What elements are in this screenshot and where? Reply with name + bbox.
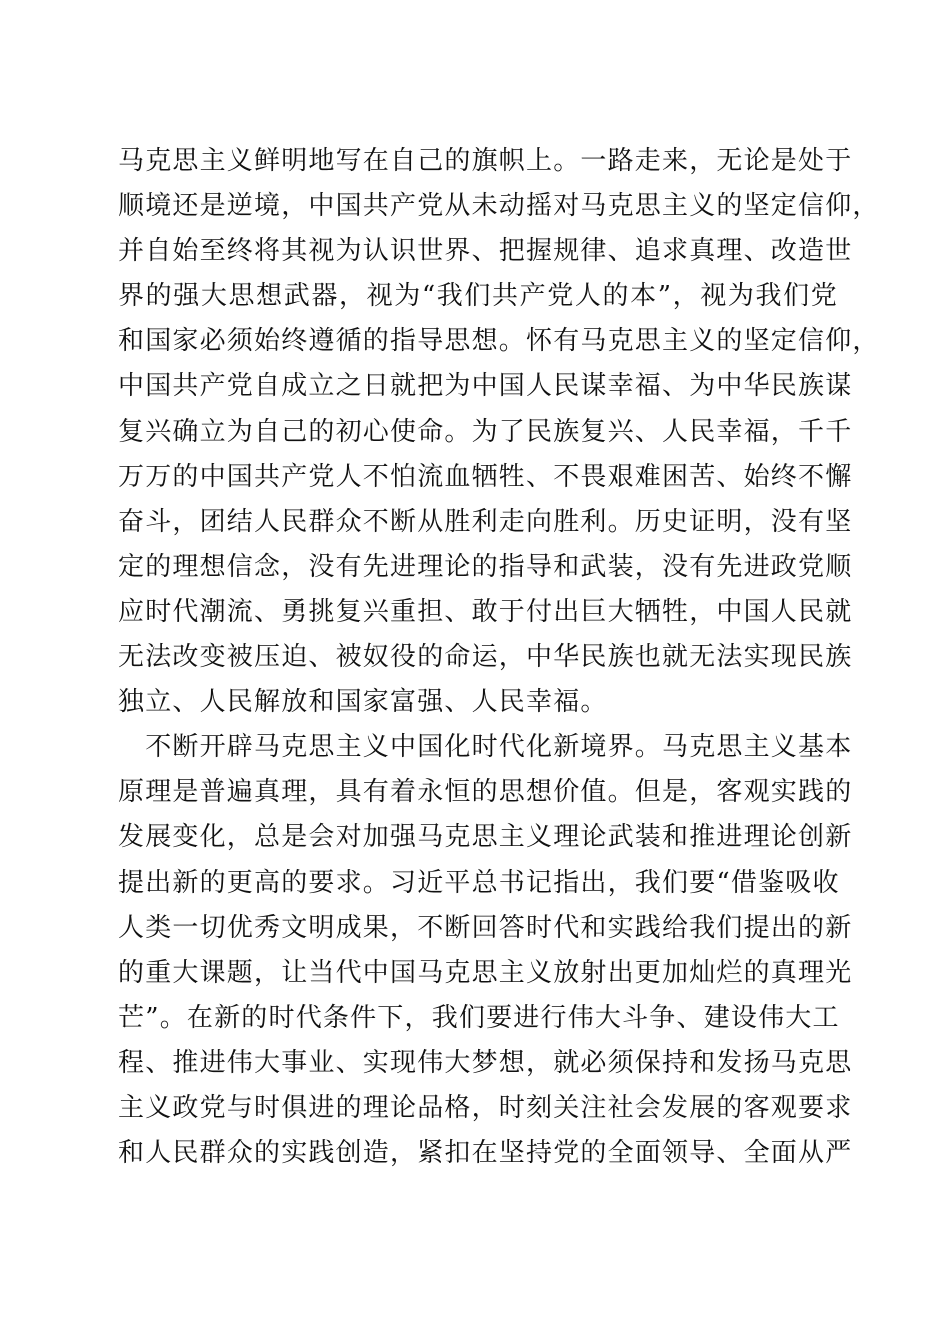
- paragraph-1-line: 万万的中国共产党人不怕流血牺牲、不畏艰难困苦、始终不懈: [118, 461, 853, 492]
- paragraph-2-line: 不断开辟马克思主义中国化时代化新境界。马克思主义基本: [118, 732, 853, 763]
- paragraph-1-line: 顺境还是逆境，中国共产党从未动摇对马克思主义的坚定信仰，: [118, 191, 880, 222]
- paragraph-2-line: 主义政党与时俱进的理论品格，时刻关注社会发展的客观要求: [118, 1092, 853, 1123]
- paragraph-1-line: 应时代潮流、勇挑复兴重担、敢于付出巨大牺牲，中国人民就: [118, 596, 853, 627]
- paragraph-2-line: 提出新的更高的要求。习近平总书记指出，我们要“借鉴吸收: [118, 867, 840, 898]
- paragraph-2-line: 原理是普遍真理，具有着永恒的思想价值。但是，客观实践的: [118, 777, 853, 808]
- paragraph-2-line: 和人民群众的实践创造，紧扣在坚持党的全面领导、全面从严: [118, 1138, 853, 1169]
- paragraph-2-line: 芒”。在新的时代条件下，我们要进行伟大斗争、建设伟大工: [118, 1002, 840, 1033]
- paragraph-1-line: 界的强大思想武器，视为“我们共产党人的本”，视为我们党: [118, 281, 838, 312]
- paragraph-1-line: 中国共产党自成立之日就把为中国人民谋幸福、为中华民族谋: [118, 371, 853, 402]
- paragraph-2-line: 程、推进伟大事业、实现伟大梦想，就必须保持和发扬马克思: [118, 1047, 853, 1078]
- paragraph-2-line: 的重大课题，让当代中国马克思主义放射出更加灿烂的真理光: [118, 957, 853, 988]
- paragraph-1-line: 独立、人民解放和国家富强、人民幸福。: [118, 687, 608, 718]
- paragraph-1-line: 马克思主义鲜明地写在自己的旗帜上。一路走来，无论是处于: [118, 146, 853, 176]
- paragraph-1-line: 并自始至终将其视为认识世界、把握规律、追求真理、改造世: [118, 236, 853, 267]
- paragraph-1-line: 和国家必须始终遵循的指导思想。怀有马克思主义的坚定信仰，: [118, 326, 880, 357]
- paragraph-1-line: 无法改变被压迫、被奴役的命运，中华民族也就无法实现民族: [118, 642, 853, 673]
- paragraph-1-line: 奋斗，团结人民群众不断从胜利走向胜利。历史证明，没有坚: [118, 506, 853, 537]
- body-text: [118, 139, 880, 1176]
- paragraph-1-line: 复兴确立为自己的初心使命。为了民族复兴、人民幸福，千千: [118, 416, 853, 447]
- paragraph-1-line: 定的理想信念，没有先进理论的指导和武装，没有先进政党顺: [118, 551, 853, 582]
- paragraph-2-line: 人类一切优秀文明成果，不断回答时代和实践给我们提出的新: [118, 912, 853, 943]
- paragraph-2-line: 发展变化，总是会对加强马克思主义理论武装和推进理论创新: [118, 822, 853, 853]
